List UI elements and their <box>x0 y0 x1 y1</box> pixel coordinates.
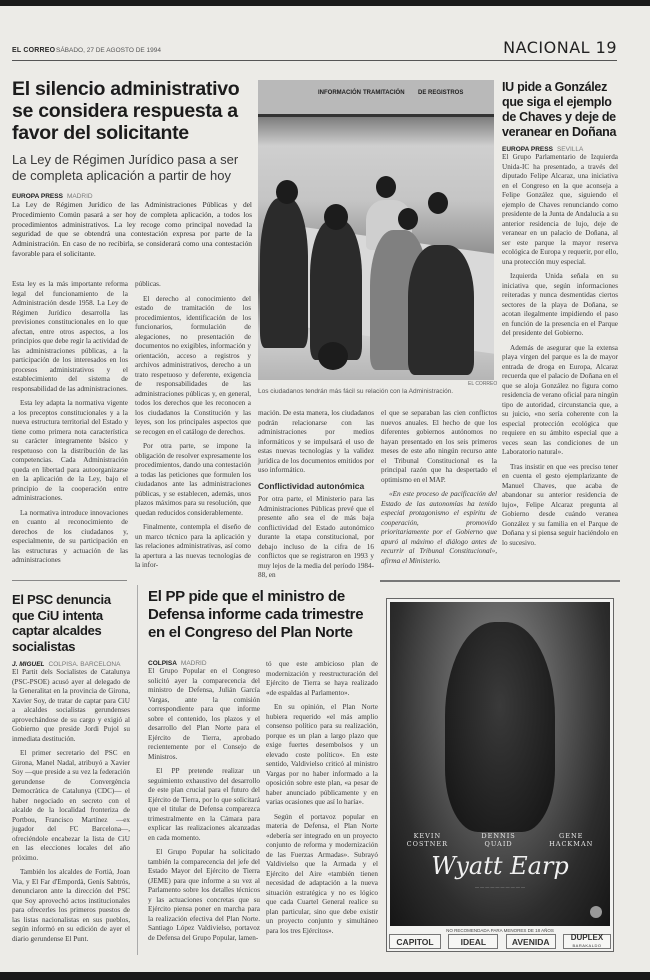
lead-lede: La Ley de Régimen Jurídico de las Administraciones Públicas y del Procedimiento Común pasará a ser hoy de completa aplicación, a todos los procedimientos administrativos. La ley recoge como principal novedad la seguridad de que se obtendrá una contestación expresa por parte de la Administración. En caso de no recibirla, se considerará como una contestación favorable para el solicitante. <box>12 200 252 258</box>
byline-agency: COLPISA <box>148 660 177 667</box>
pp-body-1 <box>148 667 260 943</box>
person-head <box>324 204 348 230</box>
cinema-capitol: CAPITOL <box>389 934 441 949</box>
byline-location: MADRID <box>66 193 93 200</box>
paragraph: En su opinión, el Plan Norte hubiera requerido «el más amplio consenso político para su realización, porque es un plan a largo plazo que exige fuertes desembolsos y un elevado coste político». En este sentido, Valdivielso criticó al ministro Vargas por no haber informado a la oposición sobre este plan, «a pesar de haber anunciado públicamente y en varias ocasiones que así lo haría». <box>266 703 378 806</box>
pp-column-2 <box>266 660 378 941</box>
paragraph: Finalmente, contempla el diseño de un marco técnico para la aplicación y las relaciones administrativas, así como la apertura a las nuevas tecnologías de la infor- <box>135 523 251 569</box>
psc-byline <box>12 661 130 668</box>
lead-byline <box>12 193 252 200</box>
cinema-duplex-location: BARAKALDO <box>572 942 602 948</box>
office-sign <box>258 80 494 117</box>
cast-first: KEVIN <box>413 832 442 840</box>
byline-location: MADRID <box>180 660 207 667</box>
paragraph: La normativa introduce innovaciones en cuanto al reconocimiento de derechos de los ciudadanos y, especialmente, de su participación en las estructuras y actuación de las administraciones <box>12 508 128 564</box>
helmet <box>318 342 348 370</box>
paragraph: Tras insistir en que «es preciso tener en cuenta el gesto ejemplarizante de Manuel Chaves, que acaba de abandonar su anterior residencia de lujo», Felipe Alcaraz pregunta al Gobierno desde cuándo veranea González y su familia en el Parque de Doñana y si piensa seguir haciéndolo en lo sucesivo. <box>502 462 618 547</box>
sign-label: DE REGISTROS <box>418 90 464 96</box>
paragraph-quote: «En este proceso de pacificación del Estado de las autonomías ha tenido especial protagonismo el espíritu de cooperación, promovido prioritariamente por el Gobierno que apuró al máximo el diálogo antes de recurrir al Tribunal Constitucional», afirma el Ministerio. <box>381 490 497 565</box>
cinema-duplex-name: DUPLEX <box>570 932 604 942</box>
age-rating-warning: NO RECOMENDADA PARA MENORES DE 18 AÑOS <box>446 928 554 933</box>
cinema-ideal: IDEAL <box>448 934 498 949</box>
lead-story-header <box>12 78 252 259</box>
person <box>310 220 362 360</box>
publication-date: SÁBADO, 27 DE AGOSTO DE 1994 <box>56 47 162 54</box>
paragraph: Izquierda Unida señala en su iniciativa que, según informaciones reiteradas y nunca desmentidas ciertos sectores de la playa de Doñana, se acotan ilegalmente impidiendo el paso en función de la presencia en el Parque del presidente del Gobierno. <box>502 272 618 337</box>
tagline: — — — — — — — — — — <box>474 884 525 889</box>
cast-member <box>549 832 593 848</box>
iu-headline: IU pide a González que siga el ejemplo de Chaves y deje de veranear en Doñana <box>502 80 617 139</box>
byline-agency: EUROPA PRESS <box>502 146 553 153</box>
paragraph: Esta ley es la más importante reforma legal del funcionamiento de la Administración desde 1958. La Ley de Régimen Jurídico desarrolla las previsiones constitucionales en lo que afectan, entre otros aspectos, a los principios que debe regir la actividad de las administraciones públicas, a la participación de los interesados en los procesos administrativos y el establecimiento del sistema de responsabilidad de las administraciones. <box>12 280 128 393</box>
paragraph: El Grupo Parlamentario de Izquierda Unida-IC ha presentado, a través del diputado Felipe Alcaraz, una iniciativa en el Congreso en la que aconseja a Felipe González que, siguiendo el ejemplo de Chaves renunciando como presidente de la Junta de Andalucía a su anterior residencia de lujo, deje de veranear en un palacio de Doñana, al ser este parque la mayor reserva ecológica de Europa y requerir, por ello, una protección muy especial. <box>502 153 618 266</box>
poster-image-couple <box>445 622 555 832</box>
cinema-list <box>389 934 611 949</box>
person <box>408 245 474 375</box>
byline-agency: EUROPA PRESS <box>12 193 63 200</box>
cinema-duplex <box>563 934 611 949</box>
lead-subheadline: La Ley de Régimen Jurídico pasa a ser de completa aplicación a partir de hoy <box>12 152 239 183</box>
cast-list <box>390 832 610 848</box>
paragraph: El Partit dels Socialistes de Catalunya (PSC-PSOE) acusó ayer al delegado de la Generalitat en la provincia de Girona, Xavier Soy, de tratar de captar para CiU a alcaldes socialistas gerundenses aprovechándose de su cargo y exigió al Gobierno que preside Jordi Pujol su inmediata destitución. <box>12 668 130 743</box>
lead-column-4 <box>381 409 497 571</box>
newspaper-name: EL CORREO <box>12 47 56 54</box>
bottom-border <box>0 972 650 980</box>
iu-byline <box>502 146 618 153</box>
movie-poster <box>390 602 610 926</box>
byline-location: COLPISA. BARCELONA <box>48 661 121 668</box>
paragraph: También los alcaldes de Fortià, Joan Via, y El Far d'Empordà, Genís Sabtrós, denunciaron ante la dirección del PSC que Soy aprovechó actos institucionales para ofrecerles los primeros puestos de las listas nacionalistas en sus pueblos, según informó en su edición de ayer el diario gerundense El Punt. <box>12 868 130 943</box>
photo-caption: Los ciudadanos tendrán más fácil su relación con la Administración. <box>258 388 454 395</box>
paragraph: públicas. <box>135 280 161 288</box>
paragraph: tó que este ambicioso plan de modernización y reestructuración del Ejército de Tierra se haya realizado «de espaldas al Parlamento». <box>266 660 378 697</box>
paragraph: Por otra parte, se impone la obligación de resolver expresamente los procedimientos, dando una contestación a todas las peticiones que formulen los ciudadanos ante las administraciones públicas, y se establecen, además, unos plazos máximos para su resolución, que quedan reducidos considerablemente. <box>135 442 251 517</box>
cast-member <box>481 832 515 848</box>
paragraph: Esta ley adapta la normativa vigente a los preceptos constitucionales y a la nueva estructura territorial del Estado y tiene como primera nota característica su carácter íntegramente básico y respetuoso con la distribución de las competencias. Cada Administración queda en libertad para autoorganizarse en la aplicación de la Ley, bajo el principio de la cooperación entre administraciones. <box>12 399 128 502</box>
cast-last: QUAID <box>484 840 513 848</box>
person <box>260 198 308 348</box>
masthead <box>12 38 617 61</box>
paragraph: Según el portavoz popular en materia de Defensa, el Plan Norte «debería ser integrado en un proyecto conjunto de reforma y modernización de las Fuerzas Armadas». Subrayó Valdivielso que la Armada y el Ejército del Aire «también tienen necesidad de adaptación a la nueva situación estratégica y no es lógico que cada Cuartel General realice su plan particular, sino que debe existir un proyecto conjunto y simultáneo para los tres Ejércitos». <box>266 812 378 935</box>
subhead: Conflictividad autonómica <box>258 480 365 491</box>
person-head <box>276 180 298 204</box>
divider <box>12 580 127 581</box>
paragraph: El primer secretario del PSC en Girona, Manel Nadal, atribuyó a Xavier Soy —que preside a su vez la federación gerundense de Convergència Democràtica de Catalunya (CDC)— el haber negociado en secreto con el alcalde de la localidad fronteriza de Portbou, Francisco Martínez —ex jugador del FC Barcelona—, ofreciéndole encabezar la lista de CiU en las elecciones locales del año próximo. <box>12 749 130 862</box>
iu-body <box>502 153 618 548</box>
cast-first: GENE <box>559 832 584 840</box>
psc-story <box>12 592 130 949</box>
paragraph: mación. De esta manera, los ciudadanos podrán relacionarse con las administraciones por medios informáticos y se impulsará el uso de estas nuevas tecnologías y la validez jurídica de los documentos emitidos por uso informático. <box>258 409 374 474</box>
psc-headline: El PSC denuncia que CiU intenta captar alcaldes socialistas <box>12 592 111 654</box>
office-counter-photo <box>258 80 494 380</box>
cast-member <box>407 832 448 848</box>
section-page-label: NACIONAL 19 <box>503 38 617 57</box>
clerk-head <box>376 176 396 198</box>
person-head <box>428 192 448 214</box>
cast-first: DENNIS <box>481 832 516 840</box>
movie-title: Wyatt Earp <box>431 852 569 880</box>
lead-column-1 <box>12 280 128 571</box>
iu-story <box>502 80 618 553</box>
cinema-avenida: AVENIDA <box>506 934 556 949</box>
lead-headline: El silencio administrativo se considera respuesta a favor del solicitante <box>12 78 240 144</box>
psc-body <box>12 668 130 944</box>
sign-label: INFORMACIÓN <box>318 90 361 96</box>
byline-author: J. MIGUEL <box>12 661 45 668</box>
byline-location: SEVILLA <box>556 146 584 153</box>
cast-last: HACKMAN <box>549 840 594 848</box>
pp-column-1 <box>148 660 260 948</box>
sign-label: TRAMITACIÓN <box>363 90 405 96</box>
pp-byline <box>148 660 260 667</box>
pp-story-header <box>148 588 378 642</box>
lead-column-2 <box>135 280 251 576</box>
cast-last: COSTNER <box>406 840 449 848</box>
paragraph: Por otra parte, el Ministerio para las Administraciones Públicas prevé que el presente año sea el de más baja conflictividad del Estado autonómico durante la etapa constitucional, por debajo incluso de la cifra de 16 conflictos que se registraron en 1993 y muy lejos de la media del período 1984-88, en <box>258 495 374 579</box>
photo-credit: EL CORREO <box>468 381 498 387</box>
paragraph: El PP pretende realizar un seguimiento exhaustivo del desarrollo de este plan crucial para el futuro del Ejército de Tierra, por lo que solicitará que el titular de Defensa comparezca trimestralmente en la Cámara para explicar las realizaciones alcanzadas en cada momento. <box>148 767 260 842</box>
movie-advertisement <box>386 598 614 952</box>
paragraph: El Grupo Popular ha solicitado también la comparecencia del jefe del Estado Mayor del Ejército de Tierra (JEME) para que informe a su vez al Parlamento sobre los detalles técnicos y las actuaciones concretas que su Ejército piensa poner en marcha para la realización efectiva del Plan Norte. Santiago López Valdivielso, portavoz de Defensa del Grupo Popular, lamen- <box>148 848 260 942</box>
divider <box>380 580 620 582</box>
paragraph: El derecho al conocimiento del estado de tramitación de los procedimientos, identificación de los funcionarios, formulación de alegaciones, no presentación de documentos no exigibles, información y orientación, acceso a registros y archivos administrativos, derecho a un trato respetuoso y deferente, exigencia de responsabilidades de las administraciones públicas y, en general, todos los derechos que les reconocen a los ciudadanos la Constitución y las leyes, son los principales aspectos que se recogen en el catálogo de derechos. <box>135 294 251 436</box>
paragraph: El Grupo Popular en el Congreso solicitó ayer la comparecencia del ministro de Defensa, Julián García Vargas, ante la comisión correspondiente para que informe sobre el contenido, los plazos y el desarrollo del Plan Norte para el Ejército de Tierra, aprobado recientemente por el Consejo de Ministros. <box>148 667 260 761</box>
paragraph: Además de asegurar que la extensa playa virgen del parque es la de mayor entrada de droga en Europa, Alcaraz recuerda que el palacio de Doñana en el que se aloja González no figura como residencia de verano oficial para ningún tipo de autoridad, circunstancia que, a su juicio, «no sería coherente con la especial protección ecológica que requiere en su ámbito especial que a veces sean las condiciones de un Laboratorio natural». <box>502 343 618 456</box>
lead-column-3 <box>258 409 374 586</box>
studio-logo-icon <box>590 906 602 918</box>
pp-headline: El PP pide que el ministro de Defensa informe cada trimestre en el Congreso del Plan Norte <box>148 588 364 641</box>
paragraph: el que se separaban las cien conflictos nuevos anuales. El hecho de que los diferentes gobiernos autónomos no hayan presentado en los seis primeros meses de este año ningún recurso ante el Tribunal Constitucional es la principal razón que ha despertado el optimismo en el MAP. <box>381 409 497 484</box>
person-head <box>398 208 418 230</box>
column-divider <box>137 585 138 955</box>
